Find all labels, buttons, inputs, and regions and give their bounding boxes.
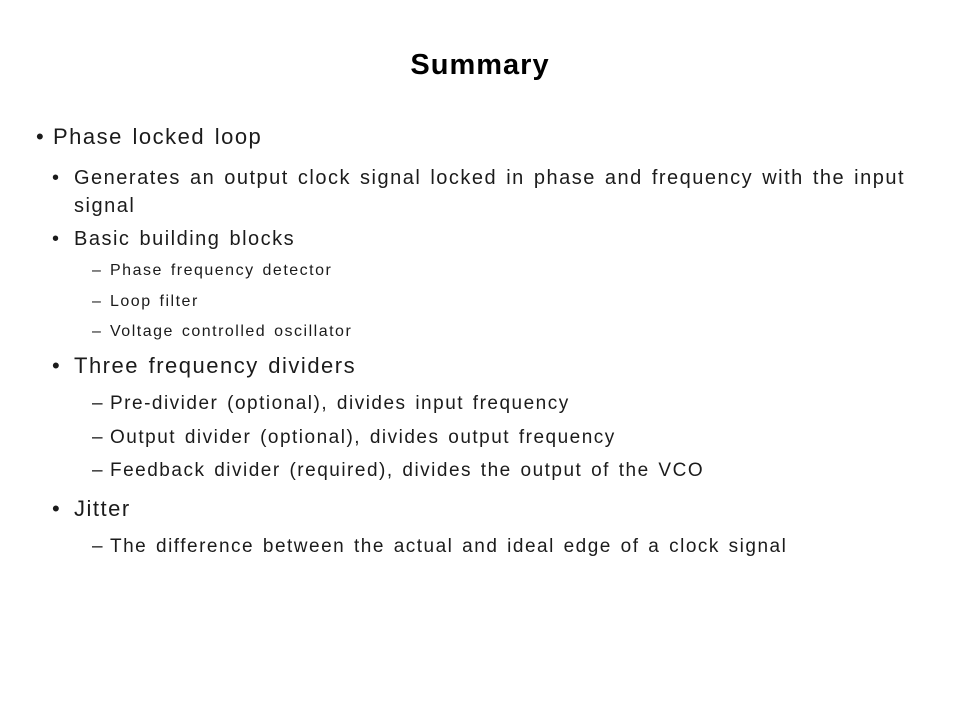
- list-item-text: Generates an output clock signal locked in phase and frequency with the input signal: [74, 167, 906, 217]
- list-item-text: Voltage controlled oscillator: [110, 323, 353, 340]
- list-item-text: Phase locked loop: [53, 124, 263, 149]
- bullet-icon: •: [52, 496, 62, 521]
- list-item-text: Pre-divider (optional), divides input frequency: [110, 393, 570, 414]
- list-item-jitter-definition: [0, 535, 960, 559]
- list-item-text: Output divider (optional), divides output frequency: [110, 427, 616, 448]
- dash-icon: –: [92, 323, 103, 340]
- list-item-text: Loop filter: [110, 293, 199, 310]
- bullet-list: [0, 123, 960, 559]
- bullet-icon: •: [52, 167, 61, 189]
- list-item-phase-locked-loop: [0, 123, 960, 150]
- list-item-text: Basic building blocks: [74, 228, 296, 250]
- dash-icon: –: [92, 393, 105, 414]
- slide-title: Summary: [410, 49, 550, 81]
- bullet-icon: •: [52, 353, 62, 378]
- list-item-output-divider: [0, 426, 960, 450]
- dash-icon: –: [92, 536, 105, 557]
- list-item-text: Feedback divider (required), divides the output of the VCO: [110, 460, 705, 481]
- list-item-text: Jitter: [74, 496, 131, 521]
- list-item-generates-output-clock: [0, 164, 960, 220]
- list-item-basic-building-blocks: [0, 225, 960, 253]
- dash-icon: –: [92, 293, 103, 310]
- list-item-jitter: [0, 495, 960, 523]
- dash-icon: –: [92, 460, 105, 481]
- list-item-text: Three frequency dividers: [74, 353, 357, 378]
- list-item-voltage-controlled-oscillator: [0, 321, 960, 342]
- list-item-text: Phase frequency detector: [110, 262, 333, 279]
- list-item-loop-filter: [0, 291, 960, 312]
- list-item-text: The difference between the actual and ideal edge of a clock signal: [110, 536, 788, 557]
- list-item-three-frequency-dividers: [0, 352, 960, 380]
- list-item-pre-divider: [0, 392, 960, 416]
- list-item-phase-frequency-detector: [0, 260, 960, 281]
- bullet-icon: •: [36, 124, 46, 149]
- bullet-icon: •: [52, 228, 61, 250]
- list-item-feedback-divider: [0, 459, 960, 483]
- dash-icon: –: [92, 262, 103, 279]
- dash-icon: –: [92, 427, 105, 448]
